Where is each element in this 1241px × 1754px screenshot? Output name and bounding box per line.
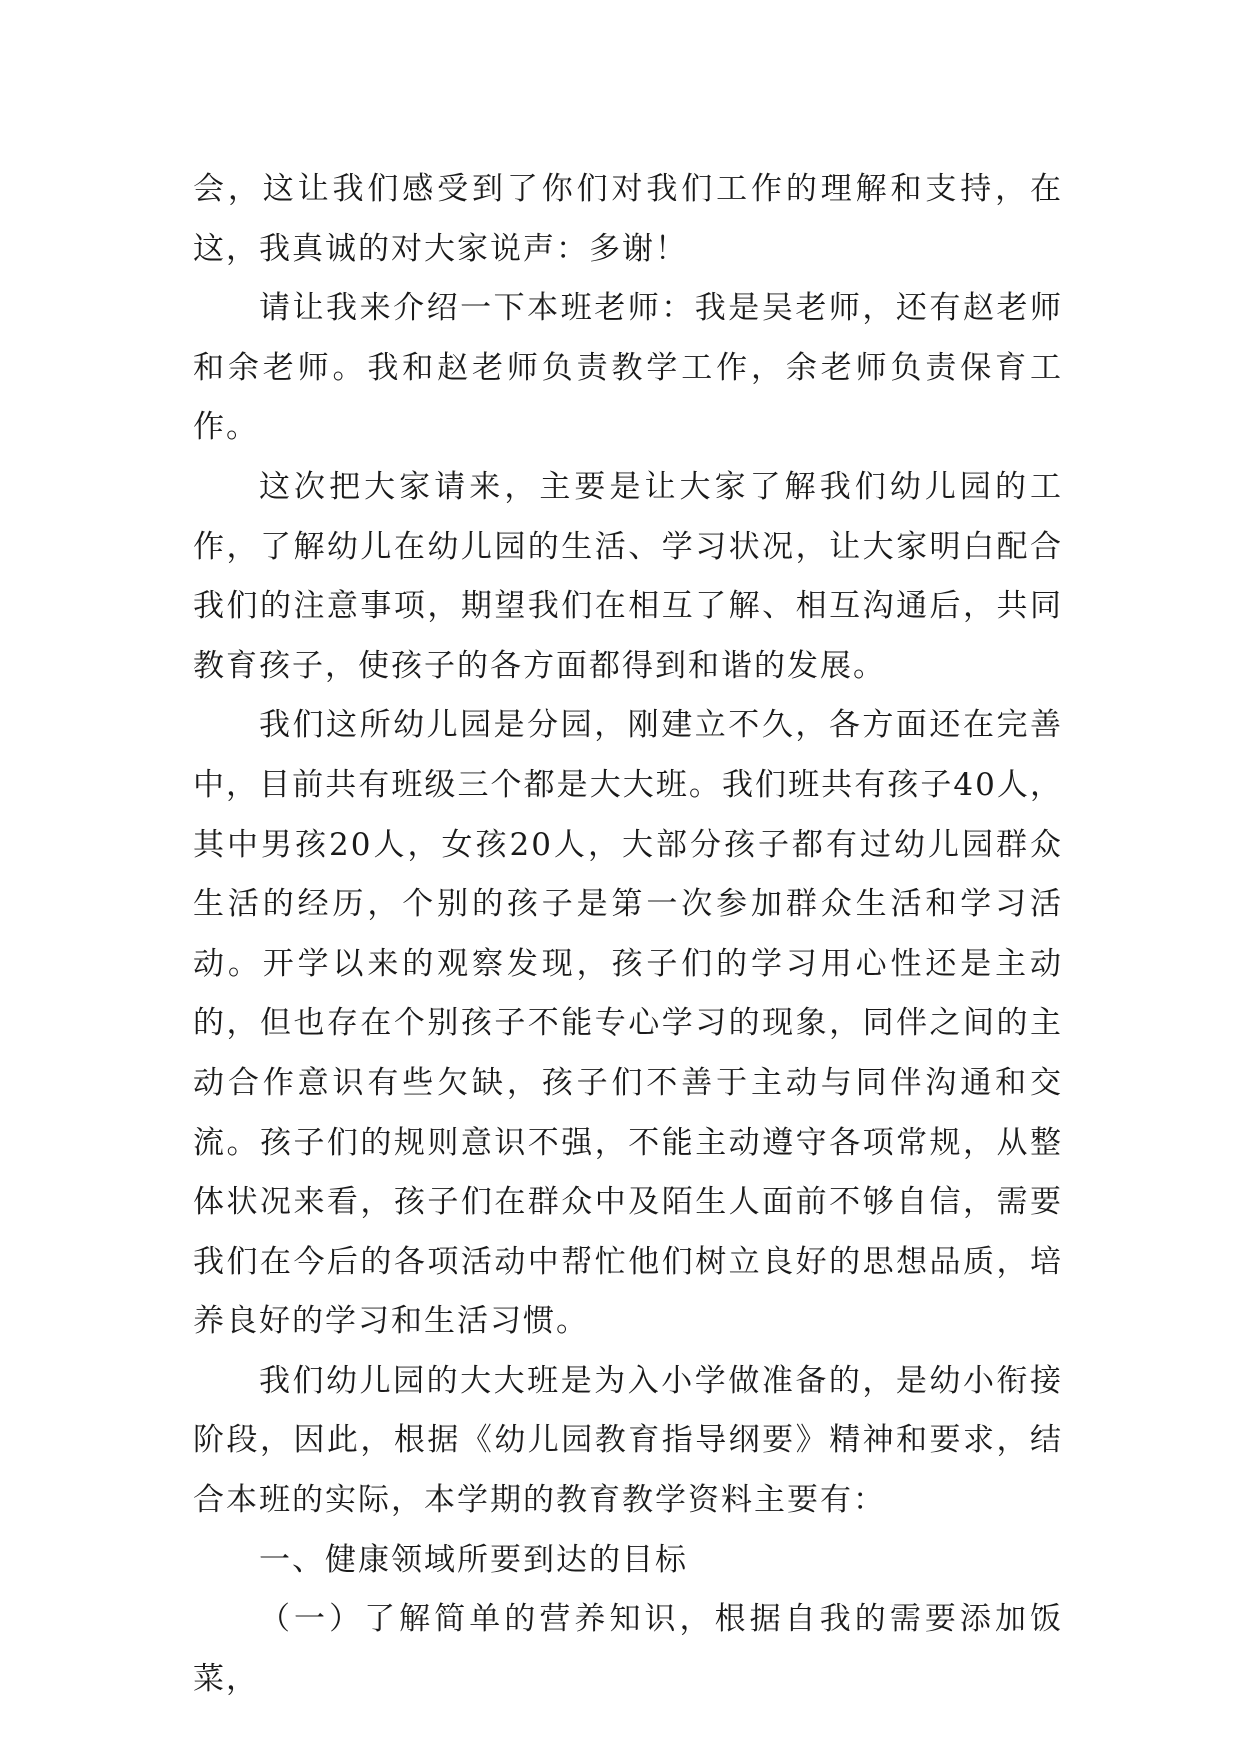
- section-heading: 一、健康领域所要到达的目标: [259, 1541, 688, 1578]
- paragraph-1: 会，这让我们感受到了你们对我们工作的理解和支持，在这，我真诚的对大家说声：多谢！: [193, 171, 1063, 267]
- paragraph-3: 这次把大家请来，主要是让大家了解我们幼儿园的工作，了解幼儿在幼儿园的生活、学习状况，让大家明白配合我们的注意事项，期望我们在相互了解、相互沟通后，共同教育孩子，使孩子的各方面都得到和谐的发展。: [193, 468, 1063, 684]
- document-body: [193, 160, 1063, 1709]
- paragraph-2: 请让我来介绍一下本班老师：我是吴老师，还有赵老师和余老师。我和赵老师负责教学工作，余老师负责保育工作。: [193, 290, 1063, 446]
- paragraph-7: （一）了解简单的营养知识，根据自我的需要添加饭菜，: [193, 1601, 1063, 1697]
- paragraph-4: 我们这所幼儿园是分园，刚建立不久，各方面还在完善中，目前共有班级三个都是大大班。我们班共有孩子40人，其中男孩20人，女孩20人，大部分孩子都有过幼儿园群众生活的经历，个别的孩子是第一次参加群众生活和学习活动。开学以来的观察发现，孩子们的学习用心性还是主动的，但也存在个别孩子不能专心学习的现象，同伴之间的主动合作意识有些欠缺，孩子们不善于主动与同伴沟通和交流。孩子们的规则意识不强，不能主动遵守各项常规，从整体状况来看，孩子们在群众中及陌生人面前不够自信，需要我们在今后的各项活动中帮忙他们树立良好的思想品质，培养良好的学习和生活习惯。: [193, 707, 1063, 1340]
- paragraph-5: 我们幼儿园的大大班是为入小学做准备的，是幼小衔接阶段，因此，根据《幼儿园教育指导纲要》精神和要求，结合本班的实际，本学期的教育教学资料主要有：: [193, 1362, 1063, 1519]
